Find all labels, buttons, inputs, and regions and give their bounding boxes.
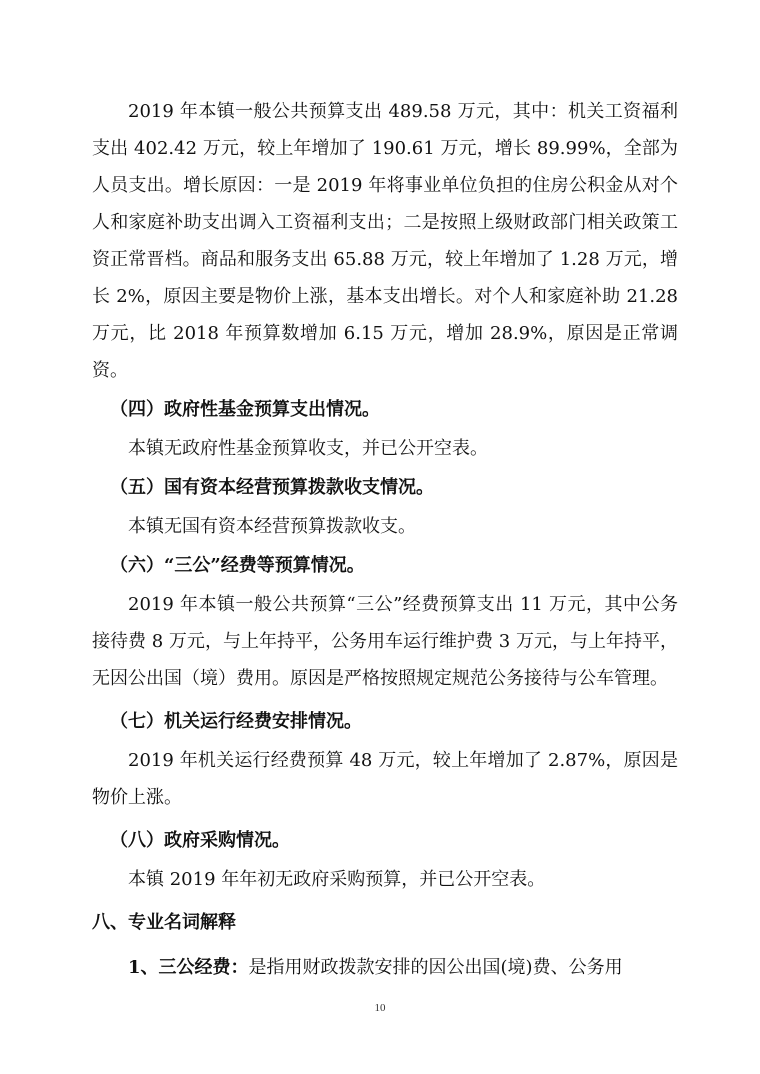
heading-operating-funds: （七）机关运行经费安排情况。 [110,711,362,732]
section-heading-terms: 八、专业名词解释 [92,912,236,933]
paragraph-government-fund: 本镇无政府性基金预算收支，并已公开空表。 [128,438,488,459]
heading-procurement: （八）政府采购情况。 [110,830,290,851]
page-number: 10 [374,1002,386,1014]
paragraph-three-public-expenses: 2019 年本镇一般公共预算“三公”经费预算支出 11 万元，其中公务接待费 8 万元，与上年持平，公务用车运行维护费 3 万元，与上年持平，无因公出国（境）费用。原因是严格按照规定规范公务接待与公车管理。 [92,594,678,689]
document-body [92,93,678,986]
term-text: 是指用财政拨款安排的因公出国(境)费、公务用 [248,957,623,978]
heading-state-capital: （五）国有资本经营预算拨款收支情况。 [110,477,434,498]
heading-government-fund: （四）政府性基金预算支出情况。 [110,399,380,420]
paragraph-general-budget: 2019 年本镇一般公共预算支出 489.58 万元，其中：机关工资福利支出 402.42 万元，较上年增加了 190.61 万元，增长 89.99%，全部为人员支出。增长原因：一是 2019 年将事业单位负担的住房公积金从对个人和家庭补助支出调入工资福利支出；二是按照上级财政部门相关政策工资正常晋档。商品和服务支出 65.88 万元，较上年增加了 1.28 万元，增长 2%，原因主要是物价上涨，基本支出增长。对个人和家庭补助 21.28 万元，比 2018 年预算数增加 6.15 万元，增加 28.9%，原因是正常调资。 [92,101,678,381]
term-label: 1、三公经费： [128,957,249,978]
heading-three-public-expenses: （六）“三公”经费等预算情况。 [110,555,365,576]
paragraph-state-capital: 本镇无国有资本经营预算拨款收支。 [128,516,416,537]
term-definition-three-public [92,949,678,986]
paragraph-operating-funds: 2019 年机关运行经费预算 48 万元，较上年增加了 2.87%，原因是物价上涨。 [92,750,678,808]
paragraph-procurement: 本镇 2019 年年初无政府采购预算，并已公开空表。 [128,869,546,890]
